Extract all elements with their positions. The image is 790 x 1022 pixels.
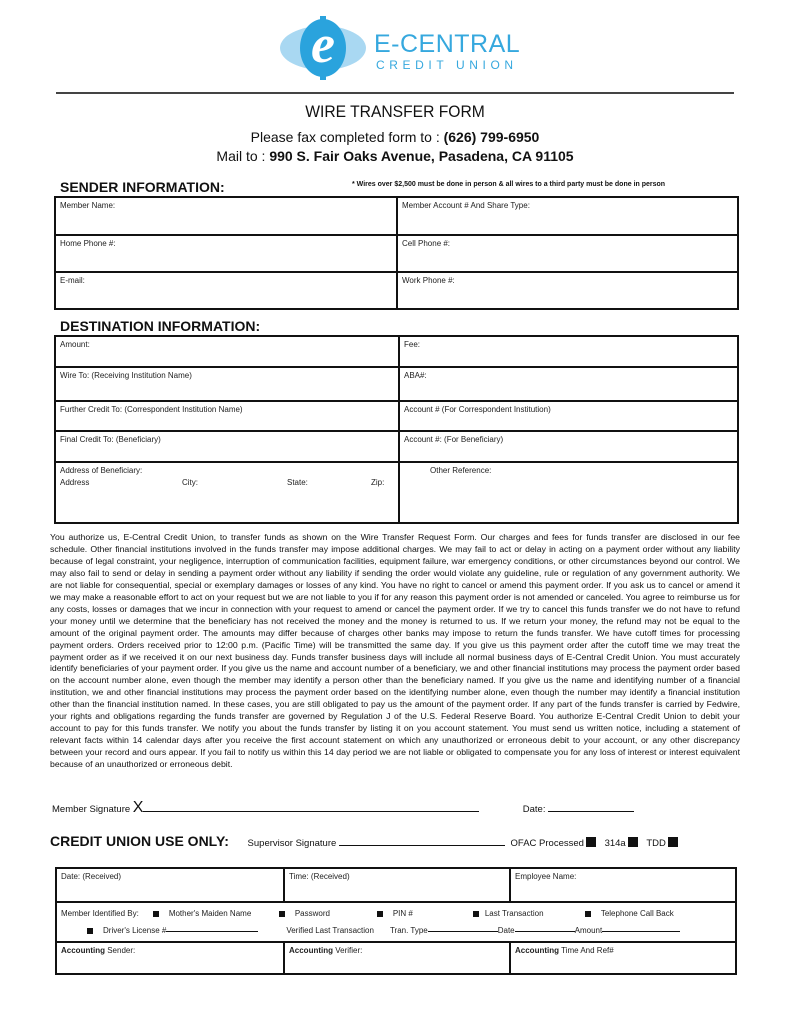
mail-address: 990 S. Fair Oaks Avenue, Pasadena, CA 91105 — [269, 148, 574, 164]
mothers-maiden-label: Mother's Maiden Name — [168, 909, 252, 918]
member-name-label: Member Name: — [60, 201, 116, 210]
further-credit-field[interactable] — [55, 401, 399, 431]
date-received-field[interactable] — [56, 868, 284, 902]
drivers-license-checkbox[interactable] — [87, 928, 93, 934]
employee-name-field[interactable] — [510, 868, 736, 902]
pin-checkbox[interactable] — [377, 911, 383, 917]
member-account-label: Member Account # And Share Type: — [402, 201, 530, 210]
tran-type-line[interactable] — [428, 931, 498, 932]
cell-phone-field[interactable] — [397, 235, 738, 272]
destination-table — [54, 335, 739, 524]
logo-dot-bottom — [320, 75, 326, 80]
address-label: Address — [60, 478, 90, 487]
cell-phone-label: Cell Phone #: — [402, 239, 451, 248]
last-transaction-label: Last Transaction — [484, 909, 544, 918]
accounting-verifier-field[interactable] — [284, 942, 510, 974]
authorization-terms: You authorize us, E-Central Credit Union, to transfer funds as shown on the Wire Transfer Request Form. Our charges and fees for funds transfer are disclosed in our fee schedule. Other financial institutions involved in the funds transfer may impose additional charges. We may fail to act or delay in acting on a payment order without any liability because of legal constraint, your negligence, interruption of communication facilities, equipment failure, war emergency conditions, or other circumstances beyond our control. We may also fail to send or delay in sending a payment order without any liability if sending the order would violate any guideline, rule or regulation of any government authority. We are not liable for consequential, special or exemplary damages or losses of any kind. You have no right to cancel or amend this payment order. If you ask us to cancel or amend it we may make a reasonable effort to act on your request but we are not liable to you if for any reason this payment order is not amended or canceled. You agree to reimburse us for any costs, losses or damages that we incur in connection with your request to amend or cancel the payment order. If we try to cancel this funds transfer we do not have to refund your money until we determine that the beneficiary has not received the money and the money is returned to us. If we return your money, the refund may not be equal to the amount of the original payment order. The amounts may differ because of charges other banks may impose to return the funds transfer. We have cutoff times for processing payment orders. Orders received prior to 12:00 p.m. (Pacific Time) will be transmitted the same day. If you give us this payment order after the cutoff time we may treat the payment order as if we received it on our next business day. Funds transfer business days will include all normal business days of E-Central Credit Union. You must accurately identify beneficiaries of your payment order. If you give us the name and account number of a beneficiary, we and other financial institutions may process the payment order based on the account number alone, even though the member may identify a person other than the beneficiary named. If you give us the name and identifying number of a financial institution, we and other financial institutions may process the payment order based on the identifying number alone, even though the number may identify a financial institution other than the financial institution named. In these cases, you are still obligated to pay us the amount of the payment order. If any part of the funds transfer is carried by Fedwire, your rights and obligations regarding the funds transfer are governed by Regulation J of the U.S. Federal Reserve Board. You authorize E-Central Credit Union to debit your account to pay for this funds transfer. We notify you about the funds transfer by listing it on you account statement. You must send us written notice, including a statement of relevant facts within 14 calendar days after you receive the first account statement on which any unauthorized or erroneous debit to your account, or any other discrepancy between your record and ours appear. If you fail to notify us within this 14 day period we are not liable or obligated to compensate you for any loss of interest or interest equivalent because of an unauthorized or erroneous debit. — [50, 532, 740, 770]
mail-line — [0, 147, 790, 165]
beneficiary-address-field[interactable] — [55, 462, 399, 523]
work-phone-label: Work Phone #: — [402, 276, 455, 285]
314a-label: 314a — [604, 838, 626, 849]
time-received-label: Time: (Received) — [289, 872, 350, 881]
date-label: Date: — [522, 804, 549, 815]
tdd-checkbox[interactable] — [668, 837, 678, 847]
final-credit-label: Final Credit To: (Beneficiary) — [60, 435, 161, 444]
fee-label: Fee: — [404, 340, 421, 349]
verified-last-transaction-label: Verified Last Transaction — [286, 926, 374, 935]
mothers-maiden-checkbox[interactable] — [153, 911, 159, 917]
address-subfields — [60, 478, 394, 488]
accounting-label: Accounting — [61, 946, 105, 955]
fax-prefix: Please fax completed form to : — [250, 129, 444, 145]
member-identification-cell — [56, 902, 736, 942]
member-name-field[interactable] — [55, 197, 397, 235]
zip-label: Zip: — [371, 478, 385, 487]
accounting-sender-field[interactable] — [56, 942, 284, 974]
employee-name-label: Employee Name: — [515, 872, 577, 881]
wire-to-field[interactable] — [55, 367, 399, 401]
header-divider — [56, 92, 734, 94]
accounting-time-ref-label: Time And Ref# — [559, 946, 614, 955]
accounting-sender-label: Sender: — [105, 946, 136, 955]
verify-amount-label: Amount — [574, 926, 603, 935]
final-credit-field[interactable] — [55, 431, 399, 462]
fax-line — [0, 128, 790, 146]
credit-union-logo — [272, 14, 534, 82]
amount-field[interactable] — [55, 336, 399, 367]
telephone-callback-checkbox[interactable] — [585, 911, 591, 917]
sender-table — [54, 196, 739, 310]
ofac-label: OFAC Processed — [510, 838, 584, 849]
member-account-field[interactable] — [397, 197, 738, 235]
member-signature-row — [52, 800, 742, 818]
logo-e-icon: e — [311, 14, 335, 74]
verify-date-label: Date — [497, 926, 515, 935]
date-received-label: Date: (Received) — [61, 872, 122, 881]
date-line[interactable] — [548, 811, 634, 812]
drivers-license-line[interactable] — [166, 931, 258, 932]
city-label: City: — [182, 478, 198, 487]
accounting-verifier-label: Verifier: — [333, 946, 363, 955]
verify-date-line[interactable] — [515, 931, 575, 932]
supervisor-signature-label: Supervisor Signature — [247, 838, 339, 849]
beneficiary-account-label: Account #: (For Beneficiary) — [404, 435, 504, 444]
verify-amount-line[interactable] — [602, 931, 680, 932]
state-label: State: — [287, 478, 308, 487]
further-credit-label: Further Credit To: (Correspondent Institution Name) — [60, 405, 243, 414]
amount-label: Amount: — [60, 340, 90, 349]
password-checkbox[interactable] — [279, 911, 285, 917]
314a-checkbox[interactable] — [628, 837, 638, 847]
member-identified-by-label: Member Identified By: — [61, 909, 139, 918]
supervisor-signature-line[interactable] — [339, 845, 505, 846]
accounting-label: Accounting — [515, 946, 559, 955]
fee-field[interactable] — [399, 336, 738, 367]
accounting-label: Accounting — [289, 946, 333, 955]
correspondent-account-field[interactable] — [399, 401, 738, 431]
fax-number: (626) 799-6950 — [443, 129, 540, 145]
pin-label: PIN # — [392, 909, 413, 918]
sender-heading: SENDER INFORMATION: — [60, 179, 225, 195]
credit-union-use-row — [50, 832, 750, 853]
beneficiary-address-label: Address of Beneficiary: — [60, 466, 143, 475]
drivers-license-label: Driver's License # — [103, 926, 167, 935]
last-transaction-checkbox[interactable] — [473, 911, 479, 917]
signature-x-mark: X — [132, 799, 144, 816]
logo-subtitle: CREDIT UNION — [376, 58, 518, 72]
other-reference-field[interactable] — [399, 462, 738, 523]
member-signature-line[interactable] — [143, 811, 479, 812]
member-signature-label: Member Signature — [52, 804, 133, 815]
tran-type-label: Tran. Type — [389, 926, 428, 935]
verification-line — [61, 926, 731, 936]
destination-heading: DESTINATION INFORMATION: — [60, 318, 261, 334]
form-title: WIRE TRANSFER FORM — [305, 102, 485, 121]
tdd-label: TDD — [646, 838, 666, 849]
aba-field[interactable] — [399, 367, 738, 401]
credit-union-table — [55, 867, 737, 975]
email-field[interactable] — [55, 272, 397, 309]
password-label: Password — [294, 909, 330, 918]
in-person-note: * Wires over $2,500 must be done in person & all wires to a third party must be done in person — [352, 181, 666, 188]
credit-union-use-heading: CREDIT UNION USE ONLY: — [50, 833, 229, 849]
work-phone-field[interactable] — [397, 272, 738, 309]
wire-to-label: Wire To: (Receiving Institution Name) — [60, 371, 192, 380]
email-label: E-mail: — [60, 276, 85, 285]
aba-label: ABA#: — [404, 371, 427, 380]
accounting-time-ref-field[interactable] — [510, 942, 736, 974]
correspondent-account-label: Account # (For Correspondent Institution) — [404, 405, 551, 414]
identification-options — [61, 909, 731, 919]
beneficiary-account-field[interactable] — [399, 431, 738, 462]
other-reference-label: Other Reference: — [430, 466, 492, 475]
ofac-checkbox[interactable] — [586, 837, 596, 847]
telephone-callback-label: Telephone Call Back — [600, 909, 674, 918]
time-received-field[interactable] — [284, 868, 510, 902]
home-phone-label: Home Phone #: — [60, 239, 116, 248]
home-phone-field[interactable] — [55, 235, 397, 272]
logo-name: E-CENTRAL — [374, 30, 521, 58]
mail-prefix: Mail to : — [216, 148, 270, 164]
